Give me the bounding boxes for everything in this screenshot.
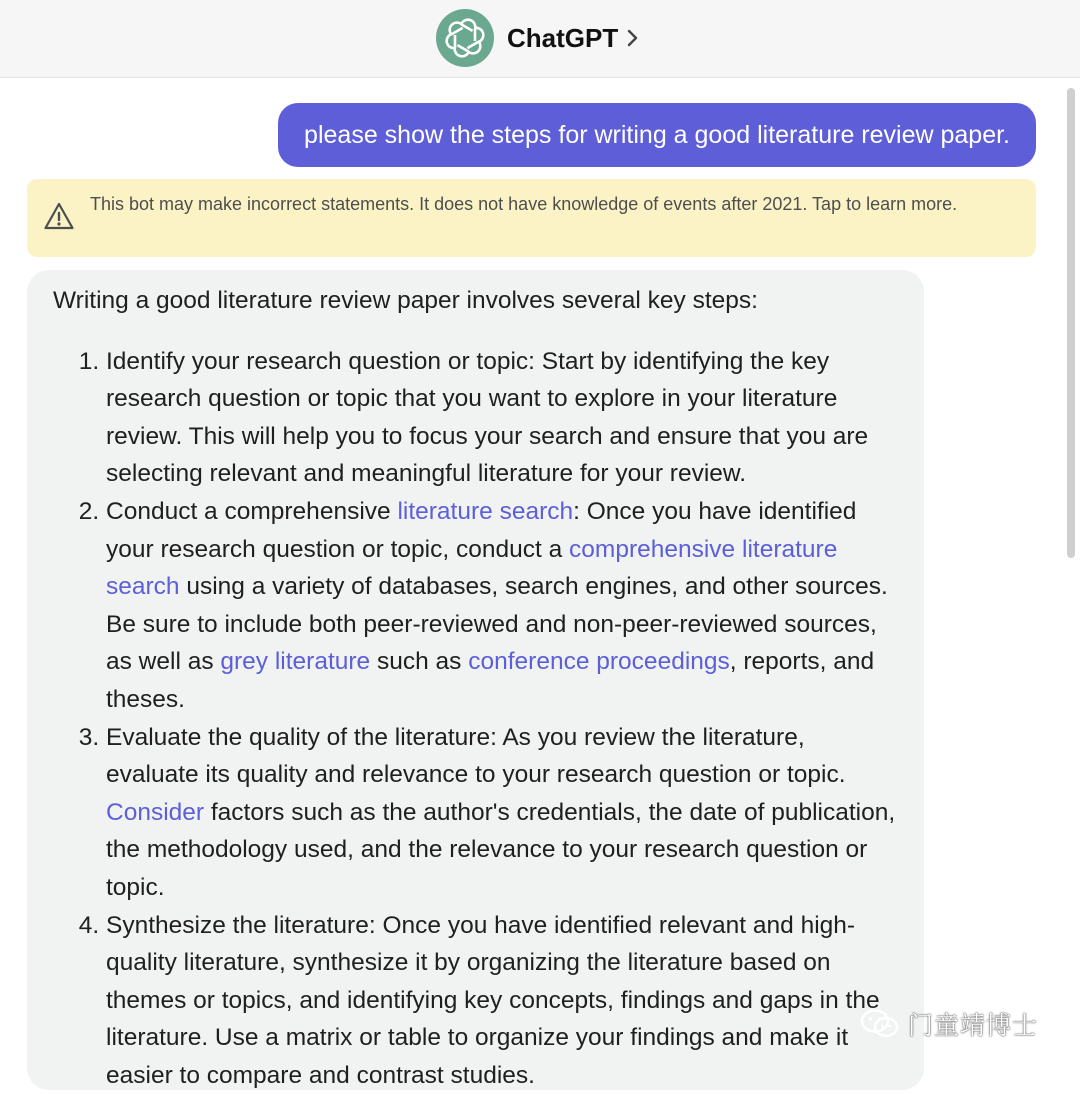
chat-area[interactable]: [0, 78, 1080, 1072]
comprehensive-literature-search-link[interactable]: comprehensive literature search: [106, 536, 837, 601]
step-2-part: using a variety of databases, search engines, and other sources. Be sure to include both peer-reviewed and non-peer-reviewed sources, as well as: [106, 573, 888, 675]
step-2-part: : Once you have identified your research question or topic, conduct a: [106, 498, 856, 563]
disclaimer-text: This bot may make incorrect statements. It does not have knowledge of events after 2021. Tap to learn more.: [90, 191, 1015, 217]
user-message-bubble: [278, 103, 1036, 167]
list-item: [106, 493, 903, 719]
literature-search-link[interactable]: literature search: [397, 498, 573, 525]
scrollbar[interactable]: [1067, 88, 1075, 558]
step-1-text: Identify your research question or topic: Start by identifying the key research question or topic that you want to explore in your literature review. This will help you to focus your search and ensure that you are selecting relevant and meaningful literature for your review.: [106, 348, 868, 488]
user-message-text: please show the steps for writing a good literature review paper.: [304, 121, 1010, 150]
watermark-text: 门童靖博士: [908, 1006, 1038, 1042]
list-item: [106, 907, 903, 1094]
step-3-part: factors such as the author's credentials, the date of publication, the methodology used, and the relevance to your research question or topic.: [106, 799, 895, 901]
step-3-part: Evaluate the quality of the literature: As you review the literature, evaluate its quality and relevance to your research question or topic.: [106, 724, 846, 789]
step-2-part: Conduct a comprehensive: [106, 498, 397, 525]
consider-link[interactable]: Consider: [106, 799, 204, 826]
step-2-part: , reports, and theses.: [106, 648, 874, 713]
chevron-right-icon: [626, 28, 640, 48]
bot-message-bubble: [27, 270, 924, 1090]
step-4-text: Synthesize the literature: Once you have identified relevant and high-quality literature, synthesize it by organizing the literature based on themes or topics, and identifying key concepts, findings and gaps in the literature. Use a matrix or table to organize your findings and make it easier to compare and contrast studies.: [106, 912, 880, 1089]
openai-logo-icon: [436, 9, 494, 67]
bot-intro: Writing a good literature review paper involves several key steps:: [53, 282, 903, 320]
list-item: [106, 343, 903, 493]
warning-triangle-icon: [43, 201, 75, 236]
grey-literature-link[interactable]: grey literature: [220, 648, 370, 675]
bot-profile-button[interactable]: [436, 9, 640, 67]
bot-title: ChatGPT: [507, 23, 618, 54]
list-item: [106, 719, 903, 907]
wechat-icon: [860, 1008, 900, 1040]
conference-proceedings-link[interactable]: conference proceedings: [468, 648, 730, 675]
chat-header: [0, 0, 1080, 78]
watermark: [860, 1004, 1038, 1044]
bot-message-content: [53, 282, 903, 1094]
steps-list: [53, 343, 903, 1094]
step-2-part: such as: [370, 648, 468, 675]
disclaimer-banner[interactable]: [27, 179, 1036, 257]
